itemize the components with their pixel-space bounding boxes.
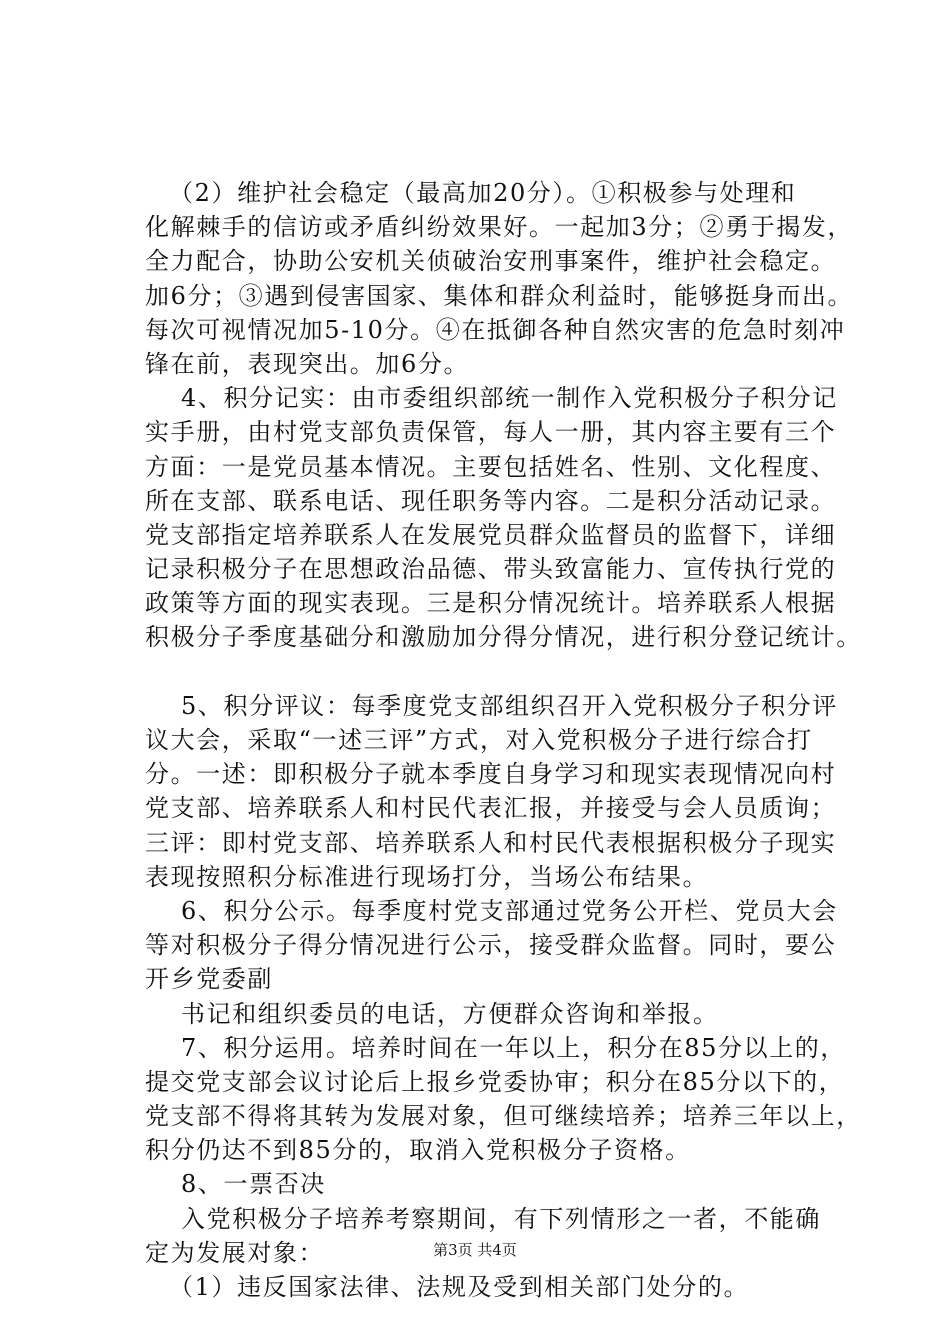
page-number-footer: 第3页 共4页 <box>433 1241 517 1259</box>
text-line: 等对积极分子得分情况进行公示，接受群众监督。同时，要公 <box>145 931 837 960</box>
text-line: 8、一票否决 <box>181 1170 326 1199</box>
text-line: 提交党支部会议讨论后上报乡党委协审；积分在85分以下的， <box>145 1067 845 1096</box>
text-line: 5、积分评议：每季度党支部组织召开入党积极分子积分评 <box>181 691 838 720</box>
text-line: 积极分子季度基础分和激励加分得分情况，进行积分登记统计。 <box>145 623 862 652</box>
text-line: 6、积分公示。每季度村党支部通过党务公开栏、党员大会 <box>181 896 838 925</box>
text-line: 化解棘手的信访或矛盾纠纷效果好。一起加3分；②勇于揭发， <box>145 213 854 242</box>
text-line: 议大会，采取“一述三评”方式，对入党积极分子进行综合打 <box>145 726 813 754</box>
text-line: 记录积极分子在思想政治品德、带头致富能力、宣传执行党的 <box>145 555 837 584</box>
text-line: 所在支部、联系电话、现任职务等内容。二是积分活动记录。 <box>145 486 837 515</box>
document-body <box>145 176 862 1304</box>
text-line: （1）违反国家法律、法规及受到相关部门处分的。 <box>169 1273 750 1301</box>
text-line: 积分仍达不到85分的，取消入党积极分子资格。 <box>145 1136 691 1165</box>
text-line: 每次可视情况加5-10分。④在抵御各种自然灾害的危急时刻冲 <box>145 315 846 344</box>
text-line: 入党积极分子培养考察期间，有下列情形之一者，不能确 <box>181 1204 821 1233</box>
text-line: 书记和组织委员的电话，方便群众咨询和举报。 <box>181 999 719 1028</box>
text-line: 加6分；③遇到侵害国家、集体和群众利益时，能够挺身而出。 <box>145 281 854 310</box>
text-line: 分。一述：即积极分子就本季度自身学习和现实表现情况向村 <box>145 760 837 789</box>
blank-line <box>145 655 845 689</box>
text-line: 表现按照积分标准进行现场打分，当场公布结果。 <box>145 862 709 891</box>
text-line: 定为发展对象： <box>145 1238 325 1267</box>
text-line: 实手册，由村党支部负责保管，每人一册，其内容主要有三个 <box>145 418 837 447</box>
text-line: 锋在前，表现突出。加6分。 <box>145 349 470 378</box>
text-line: 7、积分运用。培养时间在一年以上，积分在85分以上的， <box>181 1033 847 1062</box>
text-line: 党支部不得将其转为发展对象，但可继续培养；培养三年以上， <box>145 1102 862 1131</box>
text-line: 三评：即村党支部、培养联系人和村民代表根据积极分子现实 <box>145 828 837 857</box>
text-line: 4、积分记实：由市委组织部统一制作入党积极分子积分记 <box>181 384 838 413</box>
text-line: 党支部、培养联系人和村民代表汇报，并接受与会人员质询； <box>145 794 837 823</box>
text-line: 开乡党委副 <box>145 965 273 994</box>
text-line: 方面：一是党员基本情况。主要包括姓名、性别、文化程度、 <box>145 452 837 481</box>
text-line: 党支部指定培养联系人在发展党员群众监督员的监督下，详细 <box>145 520 837 549</box>
text-line: 政策等方面的现实表现。三是积分情况统计。培养联系人根据 <box>145 589 837 618</box>
text-line: （2）维护社会稳定（最高加20分）。①积极参与处理和 <box>169 179 797 207</box>
text-line: 全力配合，协助公安机关侦破治安刑事案件，维护社会稳定。 <box>145 247 837 276</box>
